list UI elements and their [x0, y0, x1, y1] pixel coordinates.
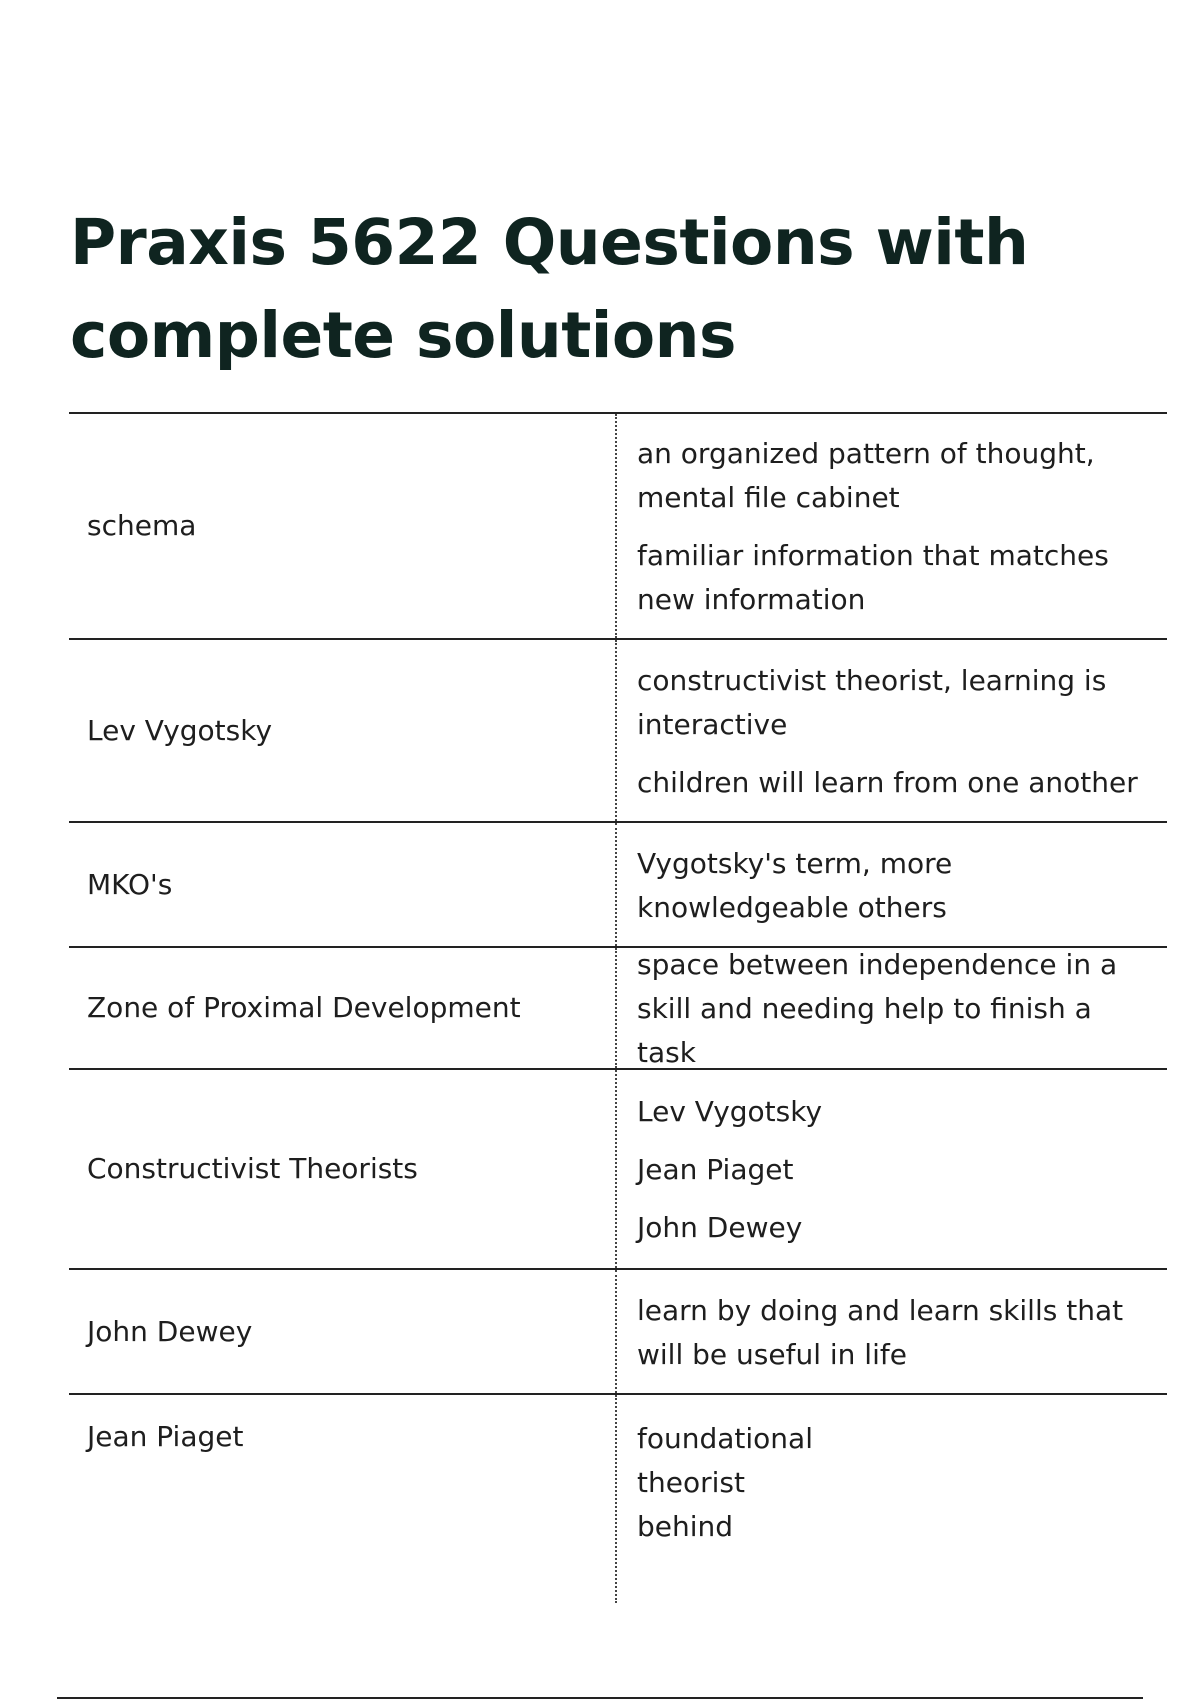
flashcard-row	[69, 640, 1167, 823]
definition-cell	[615, 640, 1167, 821]
document-title: Praxis 5622 Questions with complete solutions	[70, 206, 1029, 372]
definition-cell	[615, 1270, 1167, 1393]
flashcard-row	[69, 1070, 1167, 1270]
definition-text: an organized pattern of thought, mental file cabinet	[637, 437, 1095, 514]
flashcard-row	[69, 1395, 1167, 1603]
flashcard-row	[69, 414, 1167, 640]
definition-cell	[615, 414, 1167, 638]
term-cell: schema	[87, 509, 197, 542]
term-cell: John Dewey	[87, 1314, 253, 1348]
definition-text: John Dewey	[637, 1211, 803, 1244]
page-footer-rule	[57, 1697, 1143, 1699]
definition-cell	[615, 823, 1167, 946]
definition-cell	[615, 948, 1167, 1068]
flashcard-row	[69, 948, 1167, 1070]
definition-cell	[615, 1070, 1167, 1268]
definition-text: space between independence in a skill and needing help to finish a task	[637, 948, 1118, 1069]
definition-text: Lev Vygotsky	[637, 1095, 823, 1128]
term-cell: MKO's	[87, 867, 173, 901]
definition-text: Jean Piaget	[637, 1153, 794, 1186]
definition-text: learn by doing and learn skills that will be useful in life	[637, 1293, 1124, 1371]
term-cell: Jean Piaget	[87, 1420, 244, 1453]
flashcard-row	[69, 1270, 1167, 1395]
definition-cell	[615, 1395, 1167, 1603]
definition-text: children will learn from one another	[637, 765, 1138, 799]
definition-text: Vygotsky's term, more knowledgeable others	[637, 846, 953, 924]
term-cell: Zone of Proximal Development	[87, 991, 521, 1024]
definition-text: foundational theorist behind	[637, 1422, 813, 1543]
term-cell: Lev Vygotsky	[87, 713, 273, 747]
term-cell: Constructivist Theorists	[87, 1152, 418, 1185]
definition-text: familiar information that matches new information	[637, 539, 1109, 616]
flashcard-row	[69, 823, 1167, 948]
definition-text: constructivist theorist, learning is interactive	[637, 663, 1107, 741]
flashcard-table	[69, 412, 1167, 1603]
